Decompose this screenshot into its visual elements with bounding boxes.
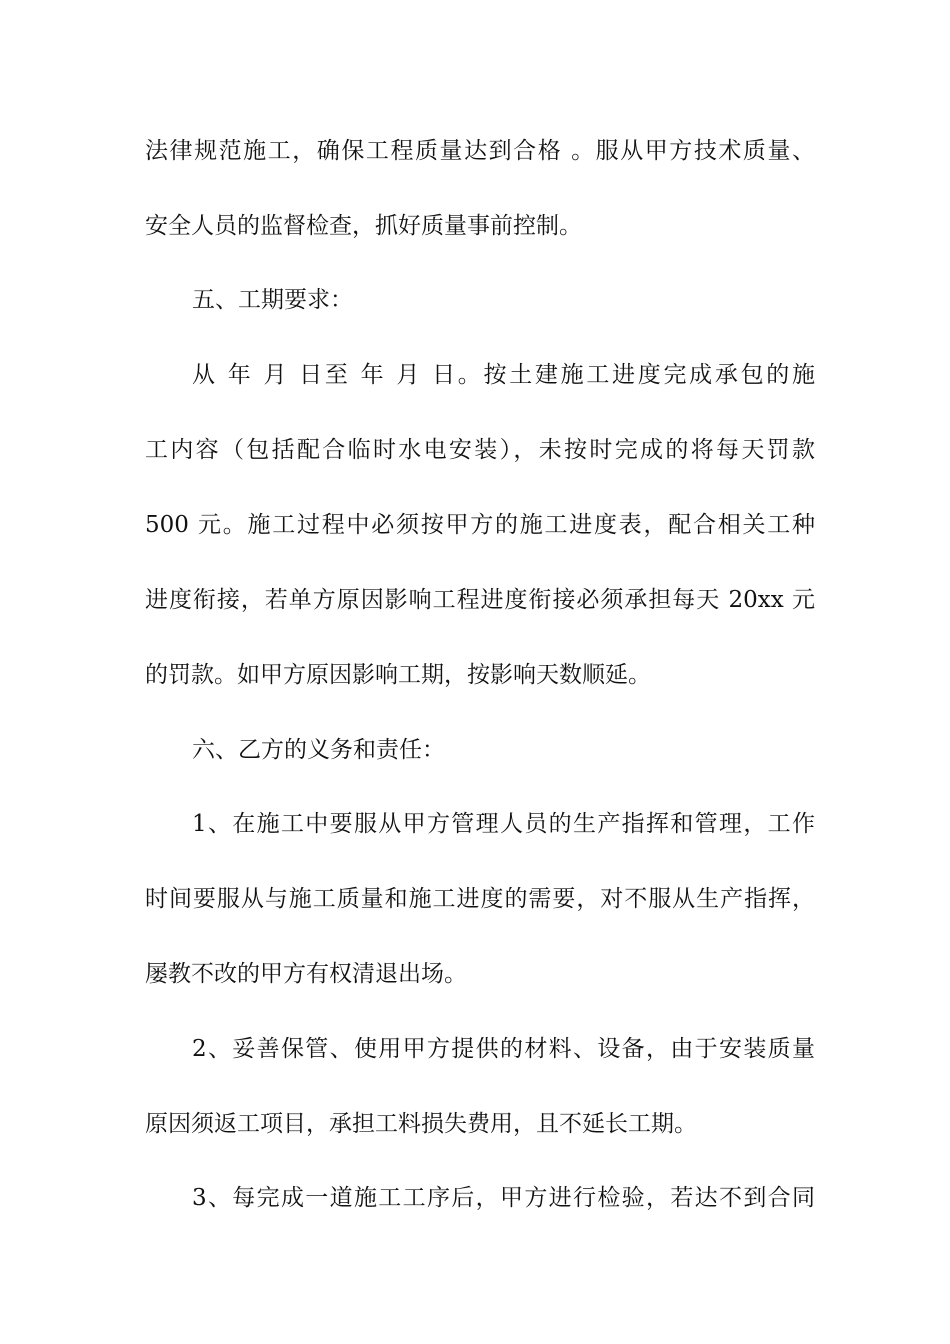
text-line-6: 500 元。施工过程中必须按甲方的施工进度表，配合相关工种 xyxy=(145,512,815,538)
text-line-15: 3、每完成一道施工工序后，甲方进行检验，若达不到合同 xyxy=(192,1185,815,1211)
text-line-2: 安全人员的监督检查，抓好质量事前控制。 xyxy=(145,213,582,239)
text-line-1: 法律规范施工，确保工程质量达到合格 。服从甲方技术质量、 xyxy=(145,138,815,164)
section-heading-obligations: 六、乙方的义务和责任： xyxy=(192,737,445,763)
text-line-11: 时间要服从与施工质量和施工进度的需要，对不服从生产指挥， xyxy=(145,886,815,912)
text-line-10: 1、在施工中要服从甲方管理人员的生产指挥和管理，工作 xyxy=(192,811,815,837)
text-line-8: 的罚款。如甲方原因影响工期，按影响天数顺延。 xyxy=(145,662,651,688)
text-line-14: 原因须返工项目，承担工料损失费用，且不延长工期。 xyxy=(145,1111,697,1137)
text-line-4: 从 年 月 日至 年 月 日。按土建施工进度完成承包的施 xyxy=(192,362,815,388)
text-line-12: 屡教不改的甲方有权清退出场。 xyxy=(145,961,467,987)
text-line-7: 进度衔接，若单方原因影响工程进度衔接必须承担每天 20xx 元 xyxy=(145,587,815,613)
section-heading-schedule: 五、工期要求： xyxy=(192,287,353,313)
text-line-5: 工内容（包括配合临时水电安装），未按时完成的将每天罚款 xyxy=(145,437,815,463)
text-line-13: 2、妥善保管、使用甲方提供的材料、设备，由于安装质量 xyxy=(192,1036,815,1062)
